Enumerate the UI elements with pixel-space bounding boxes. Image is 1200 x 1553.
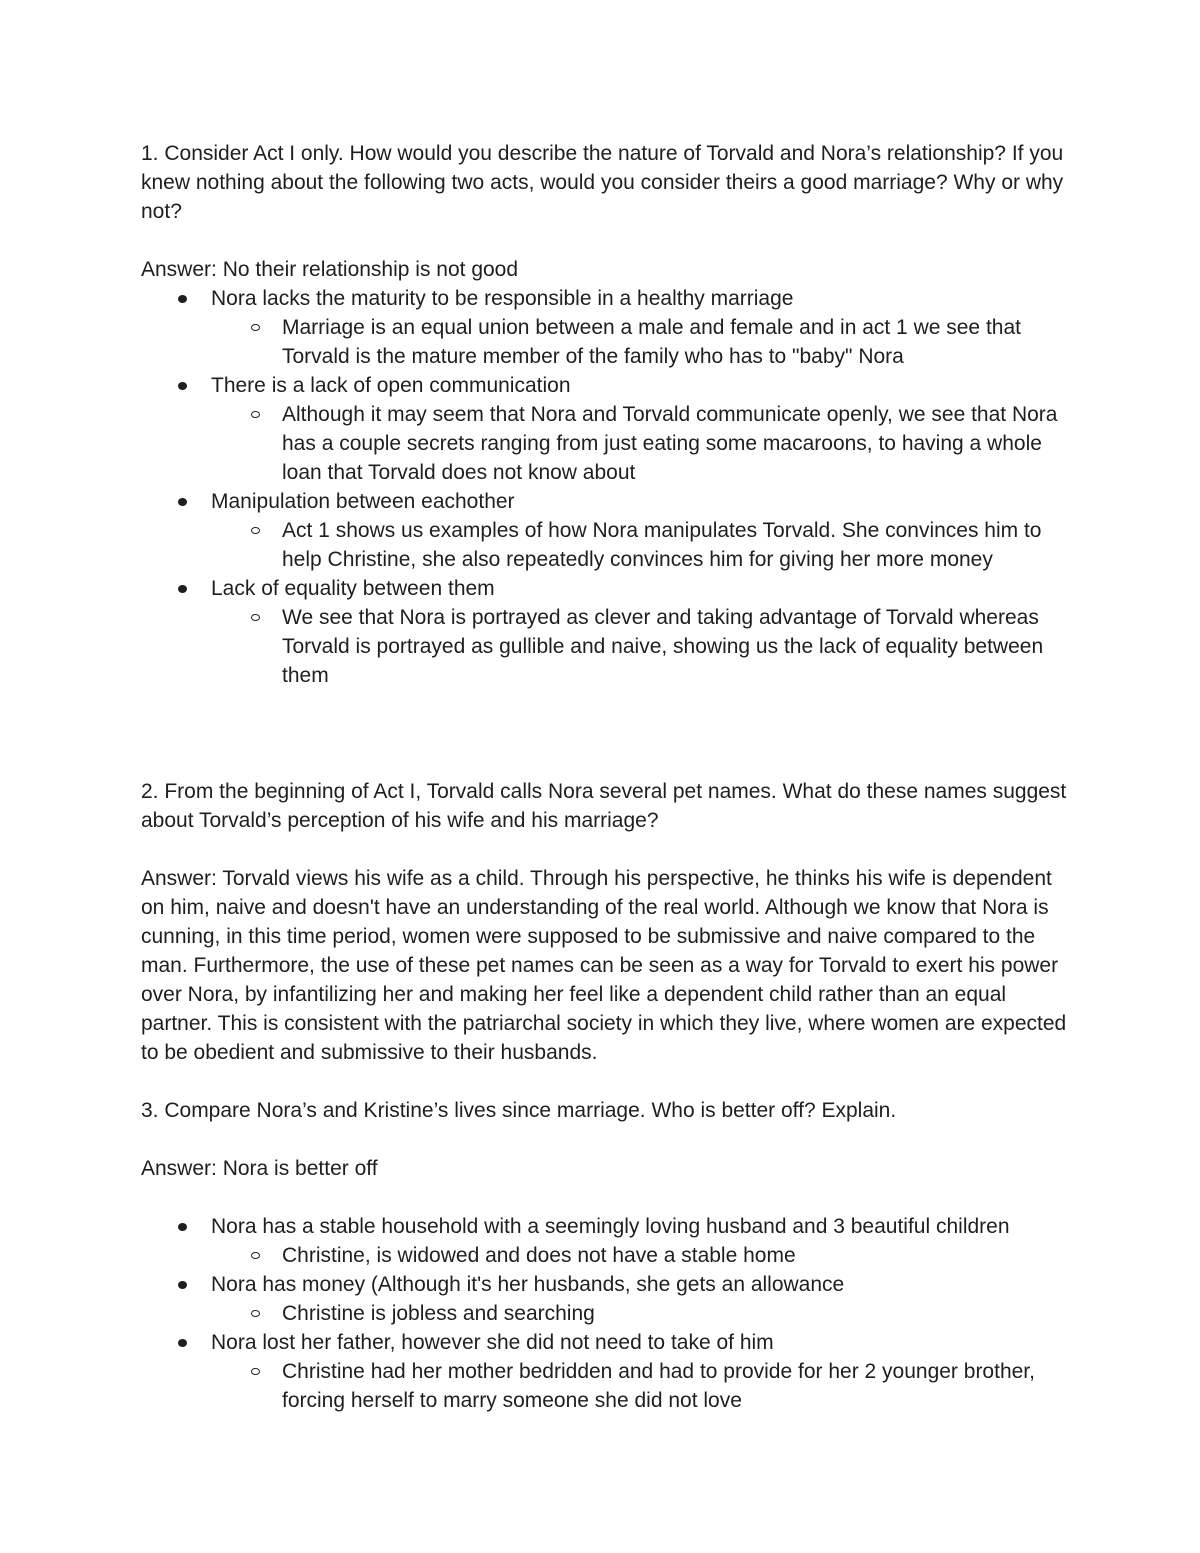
- section-spacer: [141, 1067, 1081, 1096]
- answer-2-text: Answer: Torvald views his wife as a child. Through his perspective, he thinks his wife is dependent on him, naive and doesn't have an understanding of the real world. Although we know that Nora is cunning, in this time period, women were supposed to be submissive and naive compared to the man. Furthermore, the use of these pet names can be seen as a way for Torvald to exert his power over Nora, by infantilizing her and making her feel like a dependent child rather than an equal partner. This is consistent with the patriarchal society in which they live, where women are expected to be obedient and submissive to their husbands.: [141, 867, 1067, 1064]
- filled-bullet-icon: [178, 585, 187, 593]
- hollow-bullet-icon: [251, 1310, 260, 1317]
- answer-3-text: Answer: Nora is better off: [141, 1157, 378, 1180]
- list-item: [211, 574, 1081, 690]
- question-3-text: 3. Compare Nora’s and Kristine’s lives since marriage. Who is better off? Explain.: [141, 1099, 897, 1122]
- hollow-bullet-icon: [251, 1252, 260, 1259]
- sub-list-item: [282, 313, 1081, 371]
- sub-list-item: [282, 1357, 1081, 1415]
- list-item-text: Nora has money (Although it's her husbands, she gets an allowance: [211, 1273, 845, 1296]
- hollow-bullet-icon: [251, 411, 260, 418]
- paragraph-spacer: [141, 1183, 1081, 1212]
- filled-bullet-icon: [178, 295, 187, 303]
- sub-list-item-text: Christine is jobless and searching: [282, 1302, 595, 1325]
- filled-bullet-icon: [178, 498, 187, 506]
- sub-list-item: [282, 516, 1081, 574]
- list-item-text: There is a lack of open communication: [211, 374, 571, 397]
- list-item-text: Nora lacks the maturity to be responsible in a healthy marriage: [211, 287, 794, 310]
- list-item-text: Nora has a stable household with a seemingly loving husband and 3 beautiful children: [211, 1215, 1010, 1238]
- question-2-section: [141, 777, 1081, 1067]
- filled-bullet-icon: [178, 1281, 187, 1289]
- question-1-section: [141, 139, 1081, 690]
- hollow-bullet-icon: [251, 527, 260, 534]
- list-item: [211, 1212, 1081, 1270]
- sub-list-item-text: Christine had her mother bedridden and had to provide for her 2 younger brother, forcing herself to marry someone she did not love: [282, 1360, 1035, 1412]
- list-item: [211, 487, 1081, 574]
- answer-1-text: Answer: No their relationship is not good: [141, 258, 519, 281]
- list-item: [211, 284, 1081, 371]
- sub-list-item: [282, 400, 1081, 487]
- sub-list-item: [282, 1299, 1081, 1328]
- question-2-text: 2. From the beginning of Act I, Torvald calls Nora several pet names. What do these names suggest about Torvald’s perception of his wife and his marriage?: [141, 780, 1067, 832]
- sub-list-item-text: Act 1 shows us examples of how Nora manipulates Torvald. She convinces him to help Christine, she also repeatedly convinces him for giving her more money: [282, 519, 1042, 571]
- sub-list-item-text: Christine, is widowed and does not have a stable home: [282, 1244, 796, 1267]
- list-item: [211, 1328, 1081, 1415]
- question-3-section: [141, 1096, 1081, 1415]
- answer-3-bullet-list: [141, 1212, 1081, 1415]
- filled-bullet-icon: [178, 1339, 187, 1347]
- hollow-bullet-icon: [251, 1368, 260, 1375]
- sub-list-item-text: We see that Nora is portrayed as clever and taking advantage of Torvald whereas Torvald is portrayed as gullible and naive, showing us the lack of equality between them: [282, 606, 1044, 687]
- sub-bullet-list: [211, 1241, 1081, 1270]
- sub-list-item-text: Although it may seem that Nora and Torvald communicate openly, we see that Nora has a couple secrets ranging from just eating some macaroons, to having a whole loan that Torvald does not know about: [282, 403, 1058, 484]
- list-item: [211, 1270, 1081, 1328]
- sub-bullet-list: [211, 516, 1081, 574]
- answer-1-bullet-list: [141, 284, 1081, 690]
- list-item-text: Lack of equality between them: [211, 577, 495, 600]
- list-item-text: Nora lost her father, however she did not need to take of him: [211, 1331, 774, 1354]
- section-spacer: [141, 690, 1081, 777]
- document-page: [141, 139, 1081, 1415]
- sub-list-item: [282, 603, 1081, 690]
- list-item-text: Manipulation between eachother: [211, 490, 515, 513]
- sub-list-item: [282, 1241, 1081, 1270]
- filled-bullet-icon: [178, 1223, 187, 1231]
- sub-list-item-text: Marriage is an equal union between a male and female and in act 1 we see that Torvald is the mature member of the family who has to "baby" Nora: [282, 316, 1021, 368]
- question-1-text: 1. Consider Act I only. How would you describe the nature of Torvald and Nora’s relationship? If you knew nothing about the following two acts, would you consider theirs a good marriage? Why or why not?: [141, 142, 1064, 223]
- hollow-bullet-icon: [251, 614, 260, 621]
- sub-bullet-list: [211, 603, 1081, 690]
- sub-bullet-list: [211, 1357, 1081, 1415]
- sub-bullet-list: [211, 1299, 1081, 1328]
- filled-bullet-icon: [178, 382, 187, 390]
- sub-bullet-list: [211, 400, 1081, 487]
- list-item: [211, 371, 1081, 487]
- hollow-bullet-icon: [251, 324, 260, 331]
- sub-bullet-list: [211, 313, 1081, 371]
